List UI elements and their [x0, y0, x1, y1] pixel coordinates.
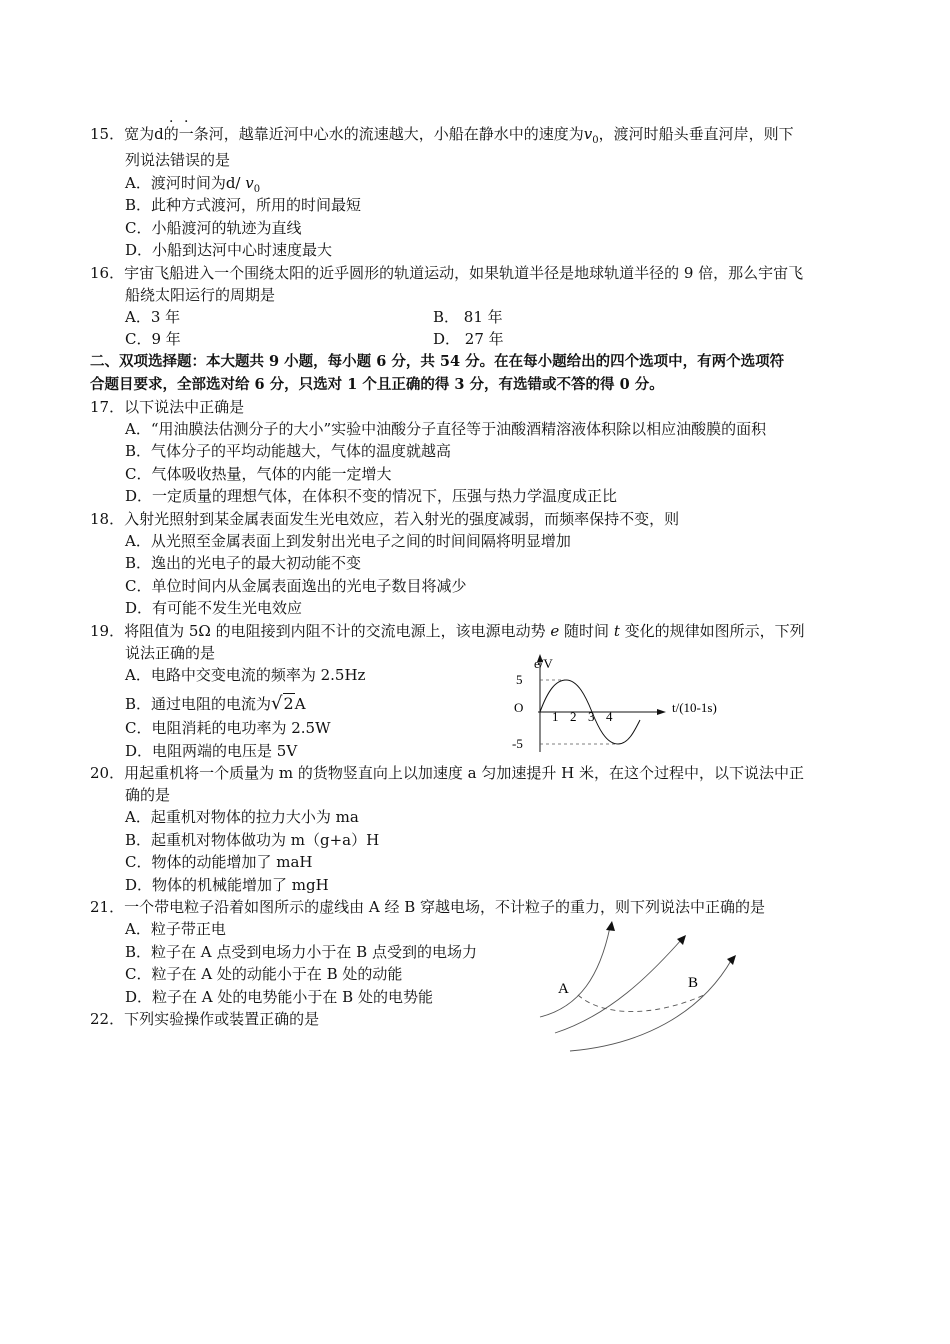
q19-stem-line2: 说法正确的是: [125, 644, 216, 662]
q20-number: 20．: [90, 764, 125, 782]
q15-option-d: D．小船到达河中心时速度最大: [125, 241, 333, 259]
q19-number: 19．: [90, 622, 125, 640]
q18-option-c: C．单位时间内从金属表面逸出的光电子数目将减少: [125, 577, 467, 595]
q16-stem-line1: 16．宇宙飞船进入一个围绕太阳的近乎圆形的轨道运动，如果轨道半径是地球轨道半径的 9 倍，那么宇宙飞: [90, 264, 804, 282]
q20-option-b: B．起重机对物体做功为 m（g+a）H: [125, 831, 380, 849]
q20-option-d: D．物体的机械能增加了 mgH: [125, 876, 329, 894]
point-b-label: B: [688, 975, 699, 991]
q15-stem-line1: 15．宽为d的一条河，越靠近河中心水的流速越大，小船在静水中的速度为$v_0$，渡河时船头垂直河岸，则下: [90, 125, 794, 146]
q17-option-d: D．一定质量的理想气体，在体积不变的情况下，压强与热力学温度成正比: [125, 487, 618, 505]
q17-number: 17．: [90, 398, 125, 416]
q18-number: 18．: [90, 510, 125, 528]
field-line-1: [540, 927, 610, 1017]
q18-stem: 18．入射光照射到某金属表面发生光电效应，若入射光的强度减弱，而频率保持不变，则: [90, 510, 680, 528]
q22-stem: 22．下列实验操作或装置正确的是: [90, 1010, 320, 1028]
q18-option-a: A．从光照至金属表面上到发射出光电子之间的时间间隔将明显增加: [125, 532, 571, 550]
q19-emf-graph: [500, 652, 740, 756]
q21-option-b: B．粒子在 A 点受到电场力小于在 B 点受到的电场力: [125, 943, 477, 961]
q17-option-c: C．气体吸收热量，气体的内能一定增大: [125, 465, 392, 483]
q20-option-c: C．物体的动能增加了 maH: [125, 853, 313, 871]
q16-option-c: C．9 年: [125, 330, 181, 348]
x-tick-4: 4: [606, 709, 613, 724]
x-tick-3: 3: [588, 709, 595, 724]
sqrt-symbol: √2: [271, 693, 294, 714]
q17-option-b: B．气体分子的平均动能越大，气体的温度就越高: [125, 442, 452, 460]
point-a-label: A: [558, 981, 569, 997]
q21-option-c: C．粒子在 A 处的动能小于在 B 处的动能: [125, 965, 403, 983]
particle-trajectory: [578, 995, 704, 1012]
q19-option-a: A．电路中交变电流的频率为 2.5Hz: [125, 666, 366, 684]
field-line-3-arrow: [727, 955, 736, 965]
q15-option-a: A．渡河时间为d/ $v_0$: [125, 174, 261, 195]
q16-option-b: B． 81 年: [433, 308, 503, 326]
q16-option-d: D． 27 年: [433, 330, 504, 348]
q16-stem-line2: 船绕太阳运行的周期是: [125, 286, 276, 304]
x-axis-arrow: [657, 709, 666, 715]
q15-option-c: C．小船渡河的轨迹为直线: [125, 219, 302, 237]
y-axis-label: e/V: [534, 656, 553, 671]
q18-option-d: D．有可能不发生光电效应: [125, 599, 303, 617]
q21-stem: 21．一个带电粒子沿着如图所示的虚线由 A 经 B 穿越电场，不计粒子的重力，则下列说法中正确的是: [90, 898, 766, 916]
q15-number: 15．: [90, 125, 125, 143]
q17-option-a: A．“用油膜法估测分子的大小”实验中油酸分子直径等于油酸酒精溶液体积除以相应油酸膜的面积: [125, 420, 767, 438]
q19-stem-line1: 19．将阻值为 5Ω 的电阻接到内阻不计的交流电源上，该电源电动势 e 随时间 t 变化的规律如图所示，下列: [90, 622, 805, 640]
q15-option-b: B．此种方式渡河，所用的时间最短: [125, 196, 362, 214]
x-tick-2: 2: [570, 709, 577, 724]
q21-number: 21．: [90, 898, 125, 916]
q20-option-a: A．起重机对物体的拉力大小为 ma: [125, 808, 359, 826]
q19-option-c: C．电阻消耗的电功率为 2.5W: [125, 719, 331, 737]
q16-option-a: A．3 年: [125, 308, 181, 326]
q17-stem: 17．以下说法中正确是: [90, 398, 245, 416]
q19-option-d: D．电阻两端的电压是 5V: [125, 742, 298, 760]
q21-option-d: D．粒子在 A 处的电势能小于在 B 处的电势能: [125, 988, 433, 1006]
origin-label: O: [514, 700, 524, 715]
y-tick-5: 5: [516, 672, 523, 687]
q19-option-b: B．通过电阻的电流为√2A: [125, 693, 306, 714]
q21-option-a: A．粒子带正电: [125, 920, 226, 938]
x-axis-label: t/(10-1s): [672, 700, 717, 715]
y-tick-neg5: -5: [512, 736, 523, 751]
q18-option-b: B．逸出的光电子的最大初动能不变: [125, 554, 362, 572]
q20-stem-line2: 确的是: [125, 786, 171, 804]
q16-number: 16．: [90, 264, 125, 282]
q22-number: 22．: [90, 1010, 125, 1028]
section2-heading-line1: 二、双项选择题：本大题共 9 小题，每小题 6 分，共 54 分。在在每小题给出的四个选项中，有两个选项符: [90, 353, 785, 370]
q15-stem-line2: 列说法错误的是: [125, 151, 231, 169]
q21-field-figure: [530, 915, 750, 1060]
section2-heading-line2: 合题目要求，全部选对给 6 分，只选对 1 个且正确的得 3 分，有选错或不答的得 0 分。: [90, 376, 664, 393]
field-line-2: [555, 939, 682, 1033]
field-line-1-arrow: [606, 921, 615, 931]
q20-stem-line1: 20．用起重机将一个质量为 m 的货物竖直向上以加速度 a 匀加速提升 H 米，在这个过程中，以下说法中正: [90, 764, 804, 782]
x-tick-1: 1: [552, 709, 559, 724]
